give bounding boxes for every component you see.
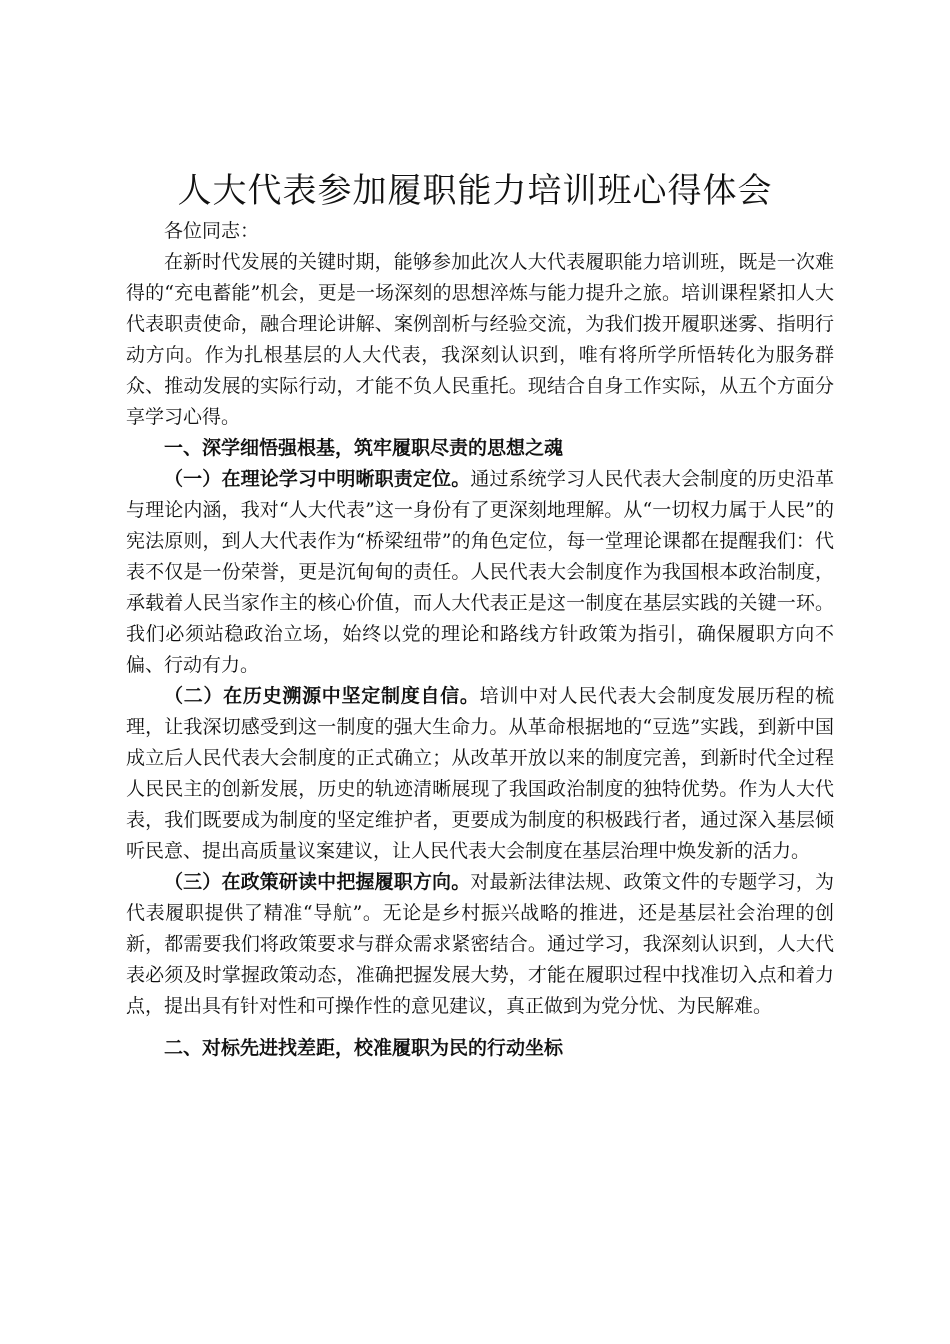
item-1-lead: （一）在理论学习中明晰职责定位。 <box>164 468 471 490</box>
section-2-heading: 二、对标先进找差距，校准履职为民的行动坐标 <box>164 1037 564 1059</box>
item-2-lead: （二）在历史溯源中坚定制度自信。 <box>164 685 480 707</box>
section-1-item-2 <box>126 681 834 867</box>
item-3-text: 对最新法律法规、政策文件的专题学习，为代表履职提供了精准“导航”。无论是乡村振兴战略的推进，还是基层社会治理的创新，都需要我们将政策要求与群众需求紧密结合。通过学习，我深刻认识到，人大代表必须及时掌握政策动态，准确把握发展大势，才能在履职过程中找准切入点和着力点，提出具有针对性和可操作性的意见建议，真正做到为党分忧、为民解难。 <box>126 871 834 1017</box>
item-3-lead: （三）在政策研读中把握履职方向。 <box>164 871 471 893</box>
item-1-text: 通过系统学习人民代表大会制度的历史沿革与理论内涵，我对“人大代表”这一身份有了更深刻地理解。从“一切权力属于人民”的宪法原则，到人大代表作为“桥梁纽带”的角色定位，每一堂理论课都在提醒我们：代表不仅是一份荣誉，更是沉甸甸的责任。人民代表大会制度作为我国根本政治制度，承载着人民当家作主的核心价值，而人大代表正是这一制度在基层实践的关键一环。我们必须站稳政治立场，始终以党的理论和路线方针政策为指引，确保履职方向不偏、行动有力。 <box>126 468 834 676</box>
document-body <box>126 216 834 1064</box>
section-1-item-1 <box>126 464 834 681</box>
item-2-text: 培训中对人民代表大会制度发展历程的梳理，让我深切感受到这一制度的强大生命力。从革命根据地的“豆选”实践，到新中国成立后人民代表大会制度的正式确立；从改革开放以来的制度完善，到新时代全过程人民民主的创新发展，历史的轨迹清晰展现了我国政治制度的独特优势。作为人大代表，我们既要成为制度的坚定维护者，更要成为制度的积极践行者，通过深入基层倾听民意、提出高质量议案建议，让人民代表大会制度在基层治理中焕发新的活力。 <box>126 685 834 862</box>
document-title: 人大代表参加履职能力培训班心得体会 <box>177 171 773 211</box>
section-1-item-3 <box>126 867 834 1022</box>
section-1-heading: 一、深学细悟强根基，筑牢履职尽责的思想之魂 <box>164 437 564 459</box>
salutation: 各位同志： <box>164 220 260 242</box>
intro-paragraph: 在新时代发展的关键时期，能够参加此次人大代表履职能力培训班，既是一次难得的“充电蓄能”机会，更是一场深刻的思想淬炼与能力提升之旅。培训课程紧扣人大代表职责使命，融合理论讲解、案例剖析与经验交流，为我们拨开履职迷雾、指明行动方向。作为扎根基层的人大代表，我深刻认识到，唯有将所学所悟转化为服务群众、推动发展的实际行动，才能不负人民重托。现结合自身工作实际，从五个方面分享学习心得。 <box>126 251 834 428</box>
